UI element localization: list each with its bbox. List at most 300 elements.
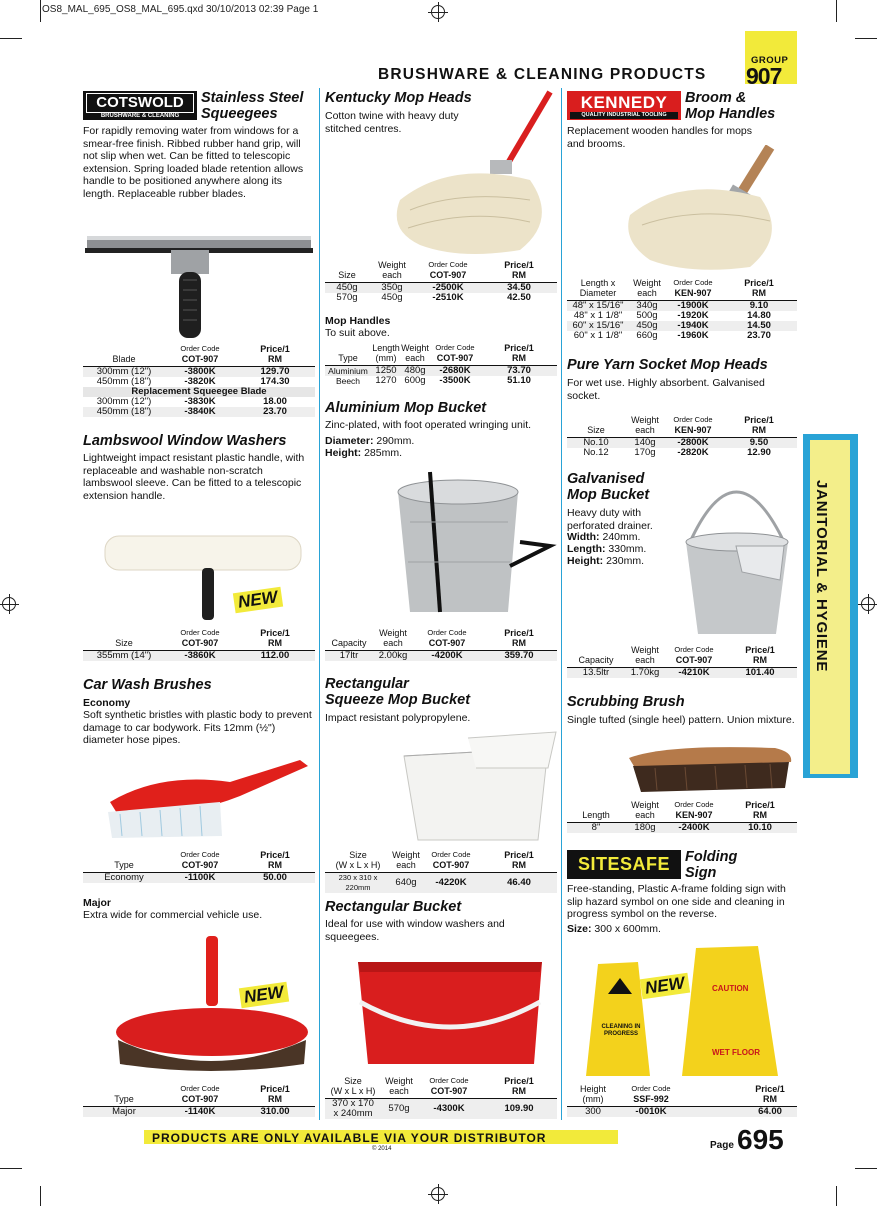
- galv-width: [567, 531, 640, 544]
- col-header: each: [382, 270, 402, 280]
- col-header: Price/1: [745, 800, 775, 810]
- col-header: Size: [338, 270, 356, 280]
- side-tab-label: JANITORIAL & HYGIENE: [813, 480, 830, 673]
- cell: 570g: [388, 1103, 410, 1114]
- col-header: COT-907: [436, 353, 474, 363]
- col-header: COT-907: [181, 860, 219, 870]
- cell: 340g: [636, 300, 658, 311]
- table-row: [83, 407, 315, 417]
- cell: 9.50: [749, 437, 769, 448]
- registration-mark-icon: [2, 597, 16, 611]
- registration-mark-icon: [431, 5, 445, 19]
- table-row: [567, 823, 797, 834]
- col-header: Price/1: [755, 1084, 785, 1094]
- broom-title-2: Mop Handles: [685, 106, 776, 122]
- footer-notice: PRODUCTS ARE ONLY AVAILABLE VIA YOUR DISTRIBUTOR: [152, 1131, 547, 1145]
- cell: Major: [112, 1106, 136, 1117]
- rectsq-table: [325, 850, 557, 893]
- cell: 500g: [636, 310, 658, 321]
- col-header: RM: [763, 1094, 777, 1104]
- cell: x 240mm: [333, 1108, 373, 1119]
- crop-mark: [0, 38, 22, 39]
- galv-title-1: Galvanised: [567, 471, 645, 487]
- table-row: [567, 1107, 797, 1118]
- cell: -1960K: [677, 330, 709, 341]
- length-label: Length:: [567, 543, 606, 555]
- group-number: 907: [746, 63, 782, 89]
- lambswool-table: [83, 628, 315, 661]
- folding-sign-image: [578, 940, 798, 1078]
- col-header: Weight: [401, 343, 429, 353]
- sign-title-2: Sign: [685, 865, 717, 881]
- squeegee-table: [83, 344, 315, 417]
- rectb-title: Rectangular Bucket: [325, 899, 462, 915]
- col-header: COT-907: [428, 638, 466, 648]
- table-row: [567, 668, 797, 679]
- col-header: each: [396, 860, 416, 870]
- aluminium-bucket-image: [390, 462, 558, 624]
- col-header: Price/1: [260, 628, 290, 638]
- cell: -1140K: [184, 1106, 216, 1117]
- cell: 14.80: [747, 310, 771, 321]
- cell: 350g: [381, 282, 403, 293]
- col-header: Weight: [385, 1076, 413, 1086]
- cell: 14.50: [747, 320, 771, 331]
- col-header: Price/1: [504, 850, 534, 860]
- major-table: [83, 1084, 315, 1117]
- col-header: Blade: [112, 354, 136, 364]
- rectsq-title-1: Rectangular: [325, 676, 409, 692]
- col-header: Price/1: [504, 1076, 534, 1086]
- col-header: SSF-992: [633, 1094, 669, 1104]
- cell: 660g: [636, 330, 658, 341]
- crop-mark: [855, 1168, 877, 1169]
- squeegee-title-2: Squeegees: [201, 106, 278, 122]
- cell: 50.00: [263, 872, 287, 883]
- col-header: each: [637, 288, 657, 298]
- height-label: Height:: [325, 447, 362, 459]
- squeeze-bucket-image: [398, 728, 558, 844]
- rectsq-title-2: Squeeze Mop Bucket: [325, 692, 471, 708]
- col-header: each: [635, 810, 655, 820]
- yarn-title: Pure Yarn Socket Mop Heads: [567, 357, 768, 373]
- scrubbing-brush-image: [625, 738, 797, 798]
- registration-mark-icon: [861, 597, 875, 611]
- col-header: each: [635, 655, 655, 665]
- table-row: [325, 873, 557, 894]
- col-header: Weight: [631, 800, 659, 810]
- col-header: Capacity: [331, 638, 367, 648]
- cell: -2510K: [432, 292, 464, 303]
- economy-brush-image: [100, 752, 315, 844]
- cell: 23.70: [747, 330, 771, 341]
- cell: 51.10: [507, 375, 531, 386]
- sign-table: [567, 1084, 797, 1117]
- page-label: Page: [710, 1140, 734, 1151]
- cotswold-logo-sub: BRUSHWARE & CLEANING: [100, 113, 180, 119]
- col-header: RM: [512, 1086, 526, 1096]
- col-header: Price/1: [744, 415, 774, 425]
- cell: 310.00: [260, 1106, 290, 1117]
- cell: 450mm (18"): [96, 406, 152, 417]
- galv-desc: Heavy duty with perforated drainer.: [567, 507, 653, 532]
- cell: 13.5ltr: [582, 667, 610, 678]
- cell: 300mm (12"): [96, 396, 152, 407]
- cell: 300mm (12"): [96, 366, 152, 377]
- alubucket-desc: Zinc-plated, with foot operated wringing unit.: [325, 419, 532, 431]
- alubucket-table: [325, 628, 557, 661]
- cell: -4200K: [431, 650, 463, 661]
- cell: 170g: [634, 447, 656, 458]
- cell: 112.00: [260, 650, 290, 661]
- carwash-major-head: Major: [83, 897, 112, 909]
- sign-title-1: Folding: [685, 849, 738, 865]
- cell: 180g: [634, 822, 656, 833]
- alubucket-title: Aluminium Mop Bucket: [325, 400, 487, 416]
- cell: 101.40: [745, 667, 775, 678]
- col-header: Weight: [379, 628, 407, 638]
- col-header: Order Code: [180, 1084, 220, 1093]
- col-header: Length: [582, 810, 610, 820]
- diameter-value: 290mm.: [373, 435, 415, 447]
- column-divider: [319, 88, 320, 1120]
- col-header: Weight: [631, 415, 659, 425]
- broom-desc: Replacement wooden handles for mops and brooms.: [567, 125, 753, 150]
- scrub-desc: Single tufted (single heel) pattern. Union mixture.: [567, 714, 795, 726]
- mop-handles-desc: To suit above.: [325, 327, 390, 339]
- squeegee-desc: For rapidly removing water from windows for a smear-free finish. Ribbed rubber hand grip, will not slip when wet. Can be fitted to telescopic extension. Spring loaded blade retention allows handle to be positioned anywhere along its length. Replaceable rubber blades.: [83, 125, 304, 200]
- kentucky-mop-image: [380, 90, 558, 255]
- col-header: Order Code: [429, 1076, 469, 1085]
- cell: 12.90: [747, 447, 771, 458]
- table-row: [567, 331, 797, 341]
- col-header: Order Code: [435, 343, 475, 352]
- cell: 1250: [375, 365, 397, 376]
- table-row: [325, 293, 557, 303]
- col-header: RM: [753, 655, 767, 665]
- cell: -1100K: [184, 872, 216, 883]
- col-header: RM: [512, 638, 526, 648]
- col-header: Price/1: [745, 645, 775, 655]
- cell: 1270: [375, 375, 397, 386]
- carwash-major-desc: Extra wide for commercial vehicle use.: [83, 909, 263, 921]
- col-header: Size: [349, 850, 367, 860]
- kennedy-logo-text: KENNEDY: [580, 93, 668, 112]
- kennedy-logo: [567, 91, 681, 120]
- cell: 64.00: [758, 1106, 782, 1117]
- col-header: Length x: [580, 278, 616, 288]
- lambswool-title: Lambswool Window Washers: [83, 433, 287, 449]
- height-value: 285mm.: [361, 447, 403, 459]
- broom-table: [567, 278, 797, 341]
- col-header: Weight: [378, 260, 406, 270]
- new-badge: NEW: [640, 973, 690, 999]
- sign-desc: Free-standing, Plastic A-frame folding sign with slip hazard symbol on one side and cleaning in progress symbol on the reverse.: [567, 883, 786, 920]
- table-row: [325, 1099, 557, 1120]
- crop-mark: [40, 0, 41, 22]
- cell: 129.70: [260, 366, 290, 377]
- cell: -3820K: [184, 376, 216, 387]
- lambswool-image: [103, 530, 303, 626]
- sign-back-caution: CAUTION: [712, 984, 749, 993]
- lambswool-desc: Lightweight impact resistant plastic handle, with replaceable and washable non-scratch lambswool sleeve. Can be fitted to a telescopic extension handle.: [83, 452, 305, 502]
- cell: -1940K: [677, 320, 709, 331]
- col-header: each: [383, 638, 403, 648]
- kentucky-table: [325, 260, 557, 303]
- crop-mark: [40, 1186, 41, 1206]
- cell: 17ltr: [339, 650, 359, 661]
- table-row: [567, 448, 797, 458]
- col-header: Weight: [631, 645, 659, 655]
- galv-title-2: Mop Bucket: [567, 487, 650, 503]
- col-header: Order Code: [673, 415, 713, 424]
- col-header: COT-907: [181, 354, 219, 364]
- cell: -2680K: [439, 365, 471, 376]
- col-header: Size: [115, 638, 133, 648]
- col-header: Order Code: [674, 645, 714, 654]
- rectb-desc: Ideal for use with window washers and squeegees.: [325, 918, 505, 943]
- col-header: KEN-907: [675, 810, 713, 820]
- rectb-table: [325, 1076, 557, 1119]
- col-header: KEN-907: [674, 425, 712, 435]
- cell: 300: [585, 1106, 601, 1117]
- col-header: Type: [338, 353, 358, 363]
- diameter-label: Diameter:: [325, 435, 374, 447]
- col-header: Length: [372, 343, 400, 353]
- sign-size: [567, 923, 661, 936]
- cell: 48" x 1 1/8": [573, 310, 623, 321]
- col-header: Order Code: [674, 800, 714, 809]
- galv-length: [567, 543, 646, 556]
- col-header: COT-907: [430, 1086, 468, 1096]
- col-header: Order Code: [427, 628, 467, 637]
- table-row: [325, 376, 557, 386]
- new-badge: NEW: [233, 587, 283, 613]
- col-header: each: [635, 425, 655, 435]
- col-header: Order Code: [180, 850, 220, 859]
- col-header: KEN-907: [674, 288, 712, 298]
- col-header: RM: [512, 270, 526, 280]
- col-header: (mm): [375, 353, 397, 363]
- col-header: (W x L x H): [335, 860, 381, 870]
- mop-handles-head: Mop Handles: [325, 315, 391, 327]
- cell: 355mm (14"): [96, 650, 152, 661]
- cell: -3800K: [184, 366, 216, 377]
- col-header: Type: [114, 1094, 134, 1104]
- cell: 109.90: [504, 1103, 534, 1114]
- squeegee-image: [83, 228, 315, 346]
- col-header: Weight: [633, 278, 661, 288]
- col-header: Weight: [392, 850, 420, 860]
- page-title: BRUSHWARE & CLEANING PRODUCTS: [378, 66, 707, 83]
- col-header: Price/1: [260, 1084, 290, 1094]
- col-header: Order Code: [180, 344, 220, 353]
- cell: 230 x 310 x 220mm: [338, 873, 378, 892]
- cell: Beech: [335, 376, 361, 386]
- cell: 450g: [381, 292, 403, 303]
- cell: -3860K: [184, 650, 216, 661]
- table-row: [83, 1107, 315, 1118]
- cell: Economy: [104, 872, 144, 883]
- registration-mark-icon: [431, 1187, 445, 1201]
- carwash-title: Car Wash Brushes: [83, 677, 212, 693]
- cell: -2500K: [432, 282, 464, 293]
- cell: 34.50: [507, 282, 531, 293]
- cell: 18.00: [263, 396, 287, 407]
- crop-mark: [0, 1168, 22, 1169]
- cell: -1900K: [677, 300, 709, 311]
- size-label: Size:: [567, 923, 592, 935]
- col-header: COT-907: [181, 638, 219, 648]
- cell: Replacement Squeegee Blade: [83, 387, 315, 397]
- col-header: Height: [579, 1084, 606, 1094]
- col-header: COT-907: [429, 270, 467, 280]
- height-value: 230mm.: [603, 555, 645, 567]
- col-header: Order Code: [180, 628, 220, 637]
- carwash-economy-head: Economy: [83, 697, 131, 709]
- cell: 60" x 1 1/8": [573, 330, 623, 341]
- cell: 450g: [636, 320, 658, 331]
- cell: -2400K: [678, 822, 710, 833]
- col-header: Price/1: [504, 343, 534, 353]
- cell: 42.50: [507, 292, 531, 303]
- copyright: © 2014: [372, 1146, 392, 1152]
- table-row: [83, 873, 315, 884]
- col-header: COT-907: [181, 1094, 219, 1104]
- galv-height: [567, 555, 644, 568]
- col-header: Order Code: [428, 260, 468, 269]
- col-header: RM: [752, 425, 766, 435]
- galvanised-bucket-image: [676, 462, 798, 640]
- col-header: Order Code: [631, 1084, 671, 1093]
- carwash-economy-desc: Soft synthetic bristles with plastic body to prevent damage to car bodywork. Fits 12mm (½") diameter hose pipes.: [83, 709, 312, 746]
- yarn-table: [567, 415, 797, 458]
- cell: 48" x 15/16": [572, 300, 624, 311]
- cell: -0010K: [635, 1106, 667, 1117]
- rectsq-desc: Impact resistant polypropylene.: [325, 712, 471, 724]
- economy-table: [83, 850, 315, 883]
- width-label: Width:: [567, 531, 600, 543]
- col-header: RM: [512, 353, 526, 363]
- cell: 60" x 15/16": [572, 320, 624, 331]
- sign-front-text: CLEANING IN PROGRESS: [601, 1024, 641, 1037]
- col-header: Capacity: [578, 655, 614, 665]
- cotswold-logo-text: COTSWOLD: [86, 93, 194, 113]
- length-value: 330mm.: [605, 543, 647, 555]
- col-header: COT-907: [675, 655, 713, 665]
- col-header: RM: [512, 860, 526, 870]
- col-header: Order Code: [673, 278, 713, 287]
- height-label: Height:: [567, 555, 604, 567]
- cell: -2820K: [677, 447, 709, 458]
- col-header: Size: [344, 1076, 362, 1086]
- cell: 1.70kg: [630, 667, 660, 678]
- cell: 370 x 170: [332, 1098, 374, 1109]
- cell: -3500K: [439, 375, 471, 386]
- alubucket-diameter: [325, 435, 414, 448]
- cell: -4220K: [435, 877, 467, 888]
- col-header: Order Code: [431, 850, 471, 859]
- cell: -4300K: [433, 1103, 465, 1114]
- cell: -3840K: [184, 406, 216, 417]
- col-header: RM: [268, 860, 282, 870]
- col-header: RM: [268, 354, 282, 364]
- alubucket-height: [325, 447, 402, 460]
- cell: Aluminium: [328, 366, 368, 376]
- cell: 640g: [395, 877, 417, 888]
- cell: 73.70: [507, 365, 531, 376]
- col-header: Type: [114, 860, 134, 870]
- cell: 2.00kg: [378, 650, 408, 661]
- cell: 8": [591, 822, 601, 833]
- col-header: Size: [587, 425, 605, 435]
- yarn-desc: For wet use. Highly absorbent. Galvanised socket.: [567, 377, 765, 402]
- col-header: Price/1: [260, 344, 290, 354]
- cell: -3830K: [184, 396, 216, 407]
- col-header: Price/1: [744, 278, 774, 288]
- col-header: RM: [268, 1094, 282, 1104]
- mop-handles-table: [325, 343, 557, 386]
- cell: No.12: [583, 447, 609, 458]
- crop-mark: [836, 0, 837, 22]
- crop-mark: [855, 38, 877, 39]
- cell: 174.30: [260, 376, 290, 387]
- cell: 600g: [404, 375, 426, 386]
- new-badge: NEW: [239, 982, 289, 1008]
- cell: 46.40: [507, 877, 531, 888]
- col-header: COT-907: [432, 860, 470, 870]
- width-value: 240mm.: [599, 531, 641, 543]
- sitesafe-logo: SITESAFE: [567, 850, 681, 879]
- cell: 450g: [336, 282, 358, 293]
- cell: -1920K: [677, 310, 709, 321]
- column-divider: [561, 88, 562, 1120]
- col-header: Price/1: [504, 628, 534, 638]
- kennedy-logo-sub: QUALITY INDUSTRIAL TOOLING: [570, 112, 678, 119]
- cell: 480g: [404, 365, 426, 376]
- col-header: Price/1: [260, 850, 290, 860]
- col-header: Price/1: [504, 260, 534, 270]
- col-header: each: [389, 1086, 409, 1096]
- crop-mark: [836, 1186, 837, 1206]
- cell: 359.70: [504, 650, 534, 661]
- size-value: 300 x 600mm.: [591, 923, 661, 935]
- cell: -4210K: [678, 667, 710, 678]
- broom-title-1: Broom &: [685, 90, 747, 106]
- col-header: RM: [752, 288, 766, 298]
- cell: 140g: [634, 437, 656, 448]
- cell: 10.10: [748, 822, 772, 833]
- mop-handle-image: [620, 145, 800, 273]
- scrub-title: Scrubbing Brush: [567, 694, 685, 710]
- sign-back-wet-floor: WET FLOOR: [712, 1048, 760, 1057]
- kentucky-desc: Cotton twine with heavy duty stitched centres.: [325, 110, 459, 135]
- cotswold-logo: [83, 91, 197, 120]
- slug-line: OS8_MAL_695_OS8_MAL_695.qxd 30/10/2013 02:39 Page 1: [42, 4, 319, 15]
- group-label: GROUP: [751, 55, 789, 66]
- rectangular-bucket-image: [350, 952, 550, 1072]
- table-row: [325, 651, 557, 662]
- table-row: [83, 651, 315, 662]
- page-number: 695: [737, 1124, 784, 1155]
- col-header: RM: [753, 810, 767, 820]
- cell: 450mm (18"): [96, 376, 152, 387]
- squeegee-title-1: Stainless Steel: [201, 90, 304, 106]
- col-header: (mm): [582, 1094, 604, 1104]
- col-header: RM: [268, 638, 282, 648]
- cell: -2800K: [677, 437, 709, 448]
- cell: 9.10: [749, 300, 769, 311]
